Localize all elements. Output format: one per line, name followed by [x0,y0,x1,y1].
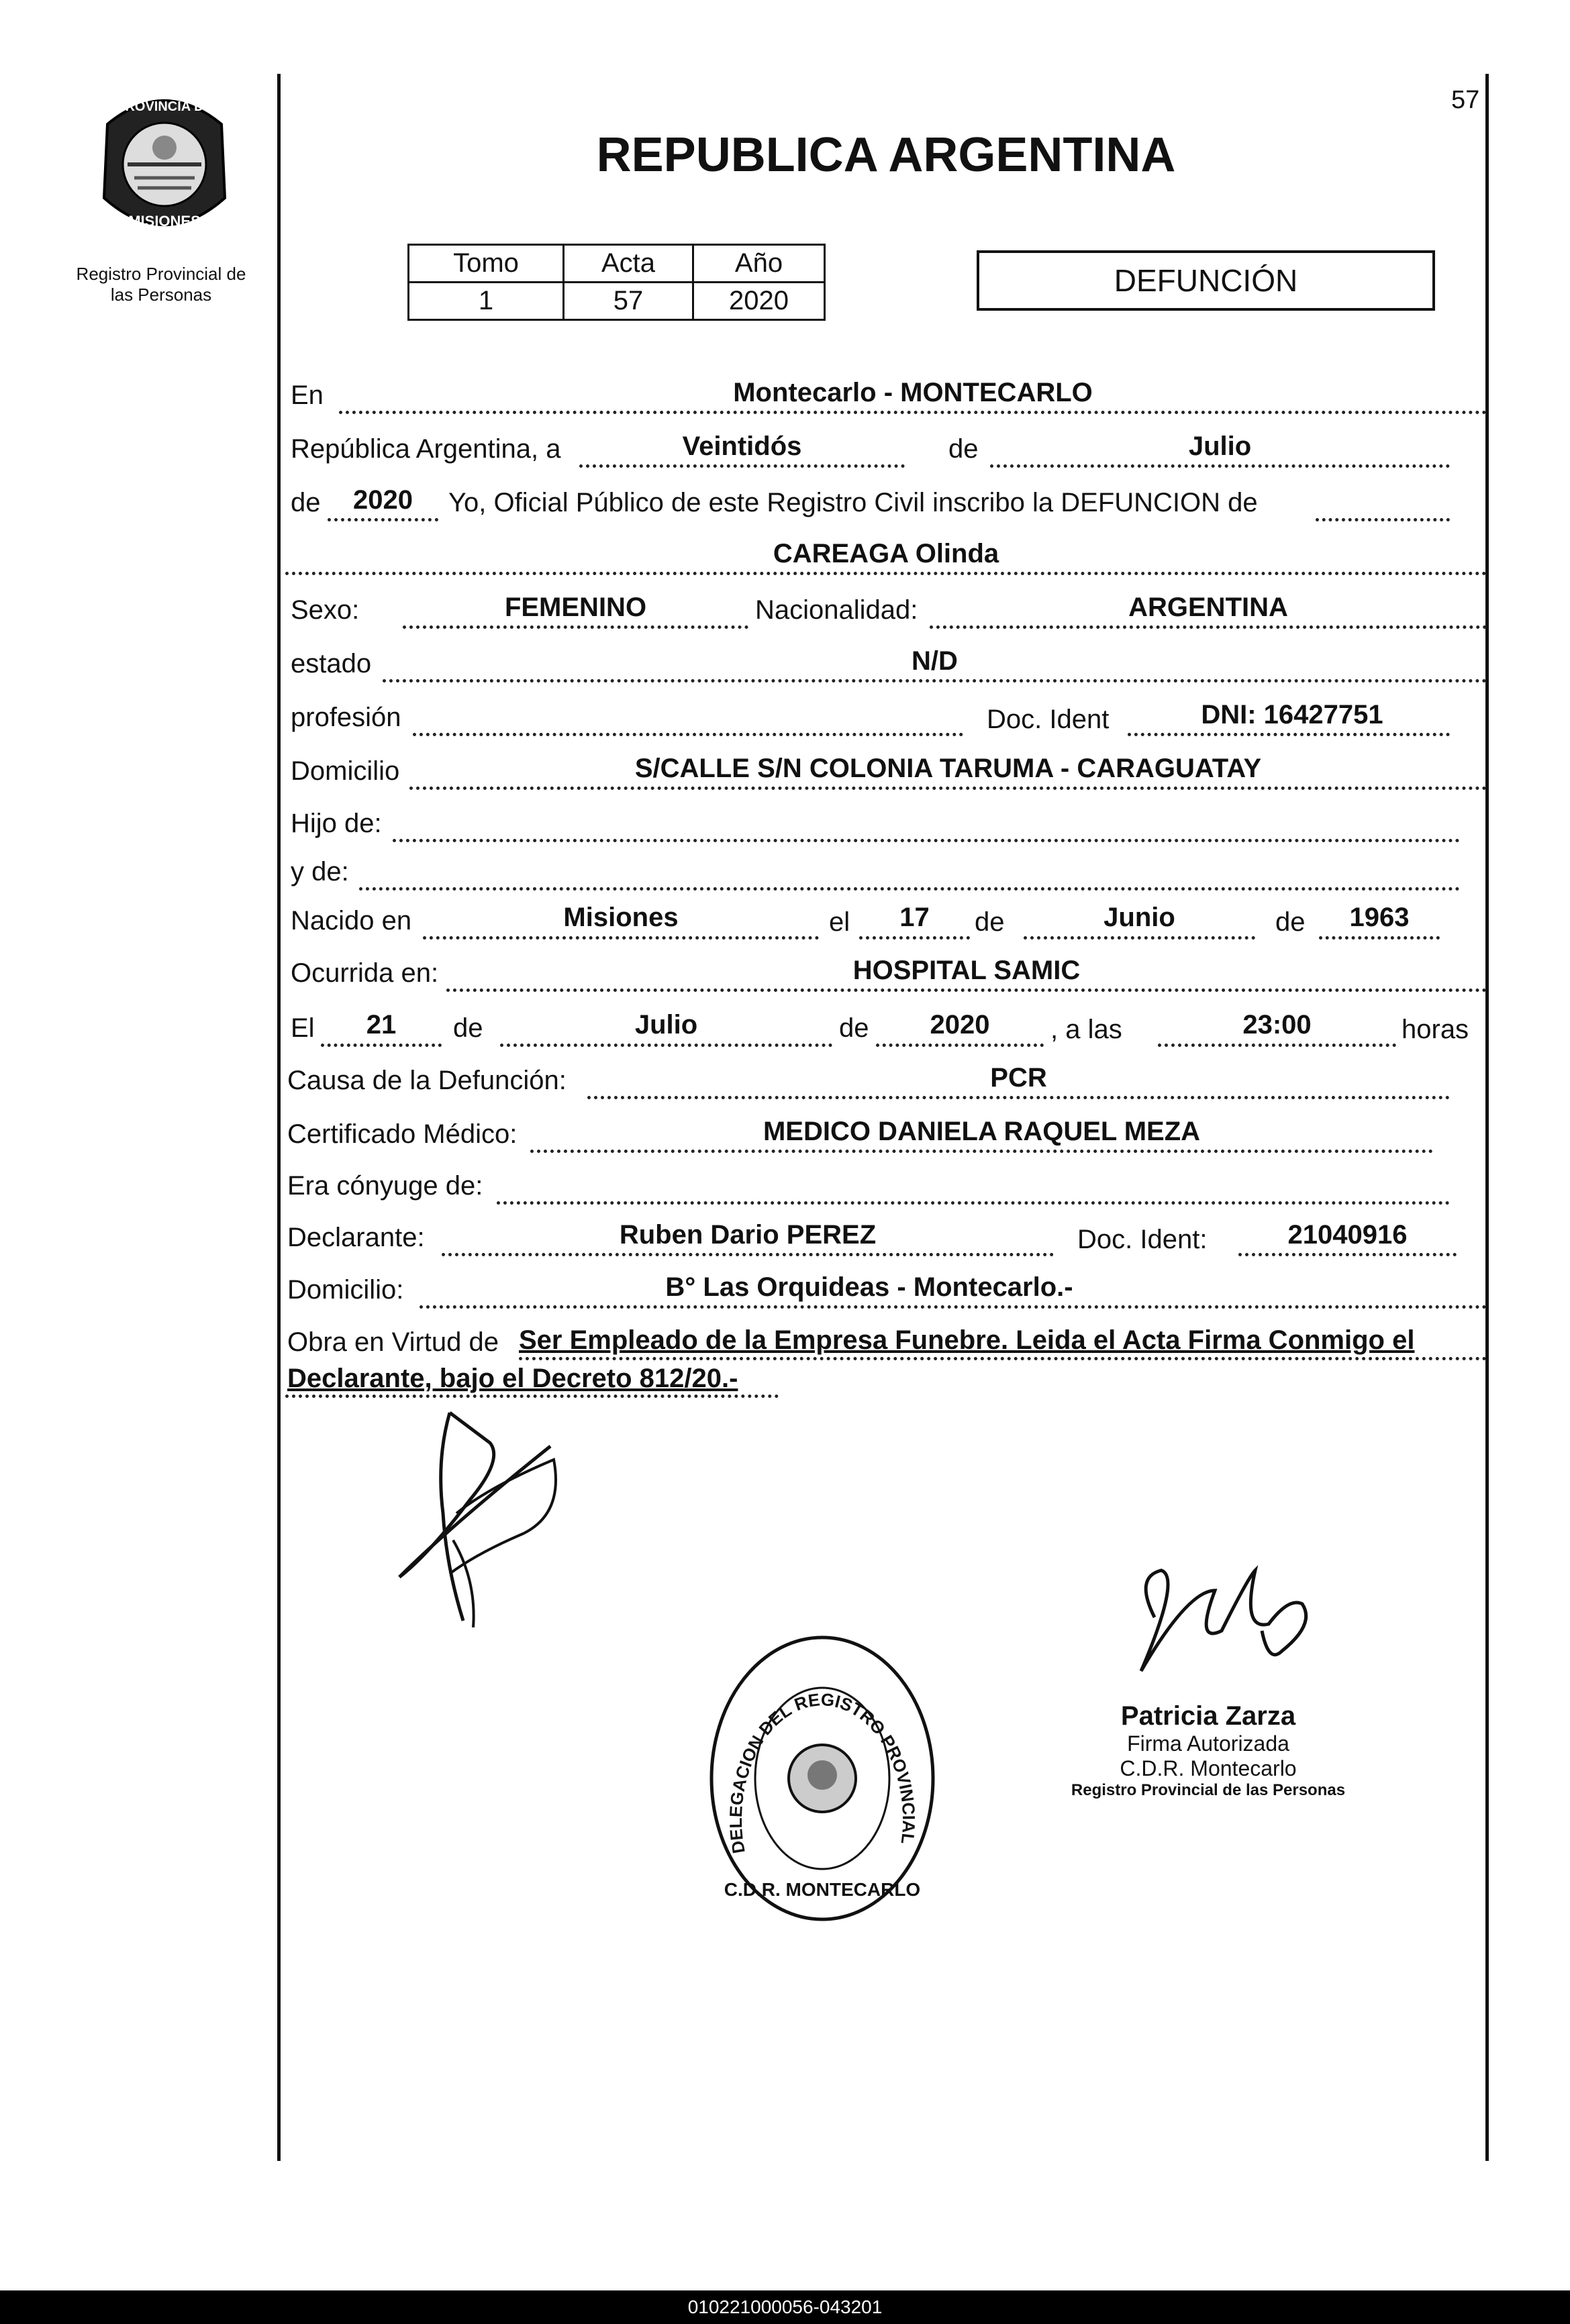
dots-physician [530,1150,1433,1153]
value-birth-day: 17 [899,903,930,932]
official-signature [1114,1550,1329,1705]
province-logo [87,84,242,252]
label-hijo-de: Hijo de: [291,809,382,838]
value-cause: PCR [990,1063,1047,1093]
label-yo: Yo, Oficial Público de este Registro Civil inscribo la DEFUNCION de [448,488,1258,517]
official-name: Patricia Zarza [1120,1701,1296,1731]
label-certificado: Certificado Médico: [287,1119,518,1149]
label-doc-ident-2: Doc. Ident: [1077,1225,1208,1254]
value-death-time: 23:00 [1242,1010,1312,1040]
dots-declarant [442,1253,1054,1256]
svg-text:PROVINCIA DE: PROVINCIA DE [116,99,213,114]
label-de-1: de [948,434,979,464]
label-de-4: de [1275,907,1306,937]
value-month: Julio [1188,432,1252,461]
label-estado: estado [291,649,372,678]
page-number: 57 [1451,86,1480,114]
value-declarant-doc: 21040916 [1287,1220,1408,1250]
value-basis-line-2: Declarante, bajo el Decreto 812/20.- [287,1364,738,1393]
value-birth-month: Junio [1103,903,1175,932]
table-header-acta: Acta [564,245,693,283]
dots-death-year [876,1044,1044,1047]
value-birth-place: Misiones [563,903,679,932]
label-de-3: de [975,907,1005,937]
label-causa: Causa de la Defunción: [287,1066,567,1095]
official-registry: Registro Provincial de las Personas [1071,1781,1346,1799]
record-number-table [407,244,826,321]
value-death-place: HOSPITAL SAMIC [852,956,1081,985]
value-declarant: Ruben Dario PEREZ [619,1220,877,1250]
dots-place [339,411,1487,414]
label-y-de: y de: [291,857,349,887]
footer-code: 010221000056-043201 [0,2290,1570,2324]
table-value-anio: 2020 [693,283,825,320]
value-civil-status: N/D [912,646,958,676]
value-sex: FEMENINO [504,593,647,622]
record-type-box [977,250,1435,311]
dots-basis-2 [285,1395,779,1398]
label-nacionalidad: Nacionalidad: [755,595,918,625]
value-deceased: CAREAGA Olinda [773,539,999,568]
dots-basis-1 [519,1357,1487,1360]
value-death-year: 2020 [930,1010,990,1040]
label-de-6: de [839,1013,869,1043]
value-death-day: 21 [366,1010,397,1040]
dots-father [393,839,1460,842]
value-address: S/CALLE S/N COLONIA TARUMA - CARAGUATAY [634,754,1262,783]
dots-birth-place [423,936,819,940]
label-profesion: profesión [291,703,401,732]
dots-year [328,518,438,521]
value-birth-year: 1963 [1349,903,1410,932]
dots-birth-day [859,936,970,940]
declarant-signature [389,1406,577,1634]
label-horas: horas [1402,1015,1469,1044]
svg-text:MISIONES: MISIONES [128,213,201,230]
label-el-2: El [291,1013,315,1043]
table-header-anio: Año [693,245,825,283]
page-title: REPUBLICA ARGENTINA [596,128,1176,182]
dots-sex [403,625,748,629]
label-declarante: Declarante: [287,1223,425,1252]
official-block [1061,1701,1356,1800]
value-year: 2020 [353,485,413,515]
table-header-tomo: Tomo [409,245,564,283]
label-doc-ident: Doc. Ident [987,705,1110,734]
label-a-las: , a las [1050,1015,1122,1044]
dots-day [579,464,905,468]
dots-month [990,464,1450,468]
dots-deceased [285,572,1487,575]
left-margin-line [277,74,281,2161]
label-de-2: de [291,488,321,517]
dots-declarant-doc [1238,1253,1457,1256]
value-declarant-address: B° Las Orquideas - Montecarlo.- [665,1272,1073,1302]
table-value-tomo: 1 [409,283,564,320]
svg-text:C.D.R. MONTECARLO: C.D.R. MONTECARLO [724,1879,921,1900]
value-nationality: ARGENTINA [1128,593,1288,622]
official-role: Firma Autorizada [1127,1731,1289,1756]
value-document: DNI: 16427751 [1201,700,1383,729]
value-basis-line-1: Ser Empleado de la Empresa Funebre. Leida el Acta Firma Conmigo el [519,1325,1415,1355]
label-conyuge: Era cónyuge de: [287,1171,483,1201]
dots-death-day [321,1044,442,1047]
label-domicilio-2: Domicilio: [287,1275,404,1305]
official-stamp [705,1631,940,1926]
dots-document [1128,733,1450,736]
dots-death-time [1158,1044,1396,1047]
label-sexo: Sexo: [291,595,360,625]
value-physician: MEDICO DANIELA RAQUEL MEZA [763,1117,1201,1146]
dots-civil-status [383,679,1487,683]
dots-profession [413,733,963,736]
table-value-acta: 57 [564,283,693,320]
label-domicilio: Domicilio [291,756,400,786]
dots-birth-month [1024,936,1255,940]
official-office: C.D.R. Montecarlo [1120,1756,1297,1780]
dots-nationality [930,625,1487,629]
dots-spouse [497,1201,1450,1205]
dots-birth-year [1319,936,1440,940]
label-el-1: el [829,907,850,937]
label-republica: República Argentina, a [291,434,561,464]
dots-name-end [1316,518,1450,521]
label-de-5: de [453,1013,483,1043]
label-nacido-en: Nacido en [291,906,412,936]
registry-line-1: Registro Provincial de [76,264,246,284]
value-day-words: Veintidós [682,432,802,461]
dots-death-month [500,1044,832,1047]
dots-death-place [446,989,1487,992]
value-death-month: Julio [634,1010,698,1040]
label-ocurrida-en: Ocurrida en: [291,958,439,988]
dots-address [409,787,1487,790]
value-place: Montecarlo - MONTECARLO [733,378,1093,407]
record-type: DEFUNCIÓN [1114,263,1298,298]
label-en: En [291,381,324,410]
svg-text:DELEGACION DEL REGISTRO PROVIN: DELEGACION DEL REGISTRO PROVINCIAL [725,1688,920,1856]
dots-cause [587,1096,1450,1099]
label-obra: Obra en Virtud de [287,1327,499,1357]
registry-name [54,264,268,305]
dots-declarant-address [420,1305,1487,1309]
registry-line-2: las Personas [110,285,212,305]
dots-mother [359,887,1460,891]
